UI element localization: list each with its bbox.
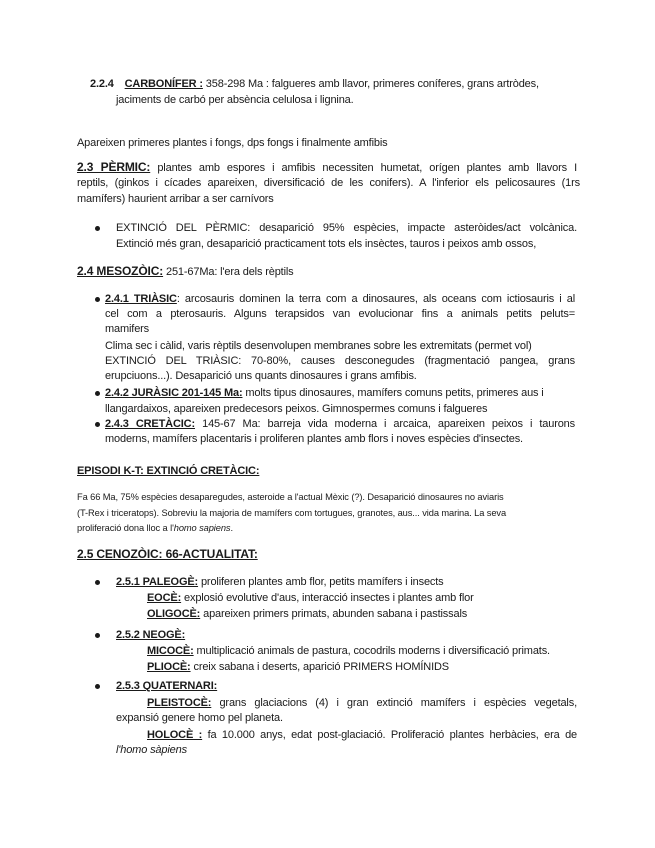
mesozoic-text: 251-67Ma: l'era dels rèptils xyxy=(163,266,294,278)
section-text-line: jaciments de carbó per absència celulosa i lignina. xyxy=(116,94,354,106)
bullet-icon xyxy=(95,226,100,231)
section-number: 2.2.4 xyxy=(90,78,114,90)
section-title: CARBONÍFER : xyxy=(124,78,203,90)
cretaceous-line-1: 2.4.3 CRETÀCIC: 145-67 Ma: barreja vida moderna i arcaica, apareixen peixos i taurons xyxy=(105,418,575,430)
pliocene-title: PLIOCÈ: xyxy=(147,661,191,673)
intro-paragraph: Apareixen primeres plantes i fongs, dps fongs i finalmente amfibis xyxy=(77,137,388,149)
cretaceous-line-2: moderns, mamífers placentaris i proliferen plantes amb flors i noves espècies d'insectes. xyxy=(105,433,523,445)
miocene-line: MICOCÈ: multiplicació animals de pastura, cocodrils moderns i diversificació primats. xyxy=(147,645,550,657)
pleistocene-line-2: expansió genere homo pel planeta. xyxy=(116,712,283,724)
bullet-icon xyxy=(95,633,100,638)
trias-line-5: EXTINCIÓ DEL TRIÀSIC: 70-80%, causes desconegudes (fragmentació pangea, grans xyxy=(105,355,575,367)
oligocene-title: OLIGOCÈ: xyxy=(147,608,201,620)
jurassic-title: 2.4.2 JURÀSIC 201-145 Ma: xyxy=(105,387,243,399)
holocene-title: HOLOCÈ : xyxy=(147,729,203,741)
bullet-icon xyxy=(95,391,100,396)
cenozoic-title: 2.5 CENOZÒIC: 66-ACTUALITAT: xyxy=(77,547,258,561)
mesozoic-title: 2.4 MESOZÒIC: xyxy=(77,264,164,278)
bullet-icon xyxy=(95,297,100,302)
paleogene-title: 2.5.1 PALEOGÈ: xyxy=(116,576,199,588)
bullet-icon xyxy=(95,684,100,689)
eocene-title: EOCÈ: xyxy=(147,592,182,604)
bullet-icon xyxy=(95,422,100,427)
kt-line-1: Fa 66 Ma, 75% espècies desaparegudes, asteroide a l'actual Mèxic (?). Desaparició dinosaures no aviaris xyxy=(77,492,504,502)
holocene-line-1: HOLOCÈ : fa 10.000 anys, edat post-glaciació. Proliferació plantes herbàcies, era de xyxy=(147,729,578,741)
holocene-line-2: l'homo sàpiens xyxy=(116,744,187,756)
permic-line-2: reptils, (ginkos i cícades apareixen, diversificació de les conifers). A l'inferior els pelicosaures (1rs xyxy=(77,177,580,189)
jurassic-line-2: llangardaixos, apareixen predecesors peixos. Gimnospermes comuns i falgueres xyxy=(105,403,488,415)
trias-line-3: mamifers xyxy=(105,323,150,335)
quaternary-title: 2.5.3 QUATERNARI: xyxy=(116,680,218,692)
pleistocene-title: PLEISTOCÈ: xyxy=(147,697,212,709)
homo-sapiens-term: homo sapiens xyxy=(173,523,231,533)
jurassic-line-1: 2.4.2 JURÀSIC 201-145 Ma: molts tipus dinosaures, mamífers comuns petits, primeres aus i xyxy=(105,387,544,399)
permic-line-3: mamífers) haurient arribar a ser carnívors xyxy=(77,193,274,205)
permic-extinction-2: Extinció més gran, desaparició practicament tots els insèctes, tauros i peixos amb ossos, xyxy=(116,238,537,250)
permic-text-1: plantes amb espores i amfibis necessiten humetat, orígen plantes amb llavors I xyxy=(150,162,577,174)
trias-line-1: 2.4.1 TRIÀSIC: arcosauris dominen la terra com a dinosaures, als oceans com ictiosauris i al xyxy=(105,293,576,305)
kt-line-3: proliferació dona lloc a l'homo sapiens. xyxy=(77,523,233,533)
cretaceous-title: 2.4.3 CRETÀCIC: xyxy=(105,418,195,430)
kt-title: EPISODI K-T: EXTINCIÓ CRETÀCIC: xyxy=(77,465,260,477)
pleistocene-line-1: PLEISTOCÈ: grans glaciacions (4) i gran extinció mamífers i espècies vegetals, xyxy=(147,697,577,709)
trias-line-6: erupciuons...). Desaparició uns quants dinosaures i grans amfibis. xyxy=(105,370,417,382)
trias-title: 2.4.1 TRIÀSIC xyxy=(105,293,177,305)
mesozoic-heading xyxy=(77,264,577,280)
permic-title: 2.3 PÈRMIC: xyxy=(77,160,151,174)
paleogene-line: 2.5.1 PALEOGÈ: proliferen plantes amb flor, petits mamífers i insects xyxy=(116,576,444,588)
pliocene-line: PLIOCÈ: creix sabana i deserts, aparició PRIMERS HOMÍNIDS xyxy=(147,661,449,673)
trias-line-2: cel com a pterosauris. Alguns terapsidos van evolucionar fins a animals petits peluts= xyxy=(105,308,575,320)
neogene-title: 2.5.2 NEOGÈ: xyxy=(116,629,186,641)
section-carbonifer xyxy=(90,77,590,92)
trias-line-4: Clima sec i càlid, varis rèptils desenvolupen membranes sobre les extremitats (permet vol) xyxy=(105,340,532,352)
section-text: 358-298 Ma : falgueres amb llavor, primeres coníferes, grans artròdes, xyxy=(202,78,539,90)
miocene-title: MICOCÈ: xyxy=(147,645,194,657)
eocene-line: EOCÈ: explosió evolutive d'aus, interacció insectes i plantes amb flor xyxy=(147,592,474,604)
kt-line-2: (T-Rex i triceratops). Sobreviu la majoria de mamífers com tortugues, granotes, aus... vida marina. La seva xyxy=(77,508,507,518)
oligocene-line: OLIGOCÈ: apareixen primers primats, abunden sabana i pastissals xyxy=(147,608,468,620)
permic-extinction-1: EXTINCIÓ DEL PÈRMIC: desaparició 95% espècies, impacte asteròides/act volcànica. xyxy=(116,222,577,234)
permic-line-1 xyxy=(77,160,577,176)
bullet-icon xyxy=(95,580,100,585)
